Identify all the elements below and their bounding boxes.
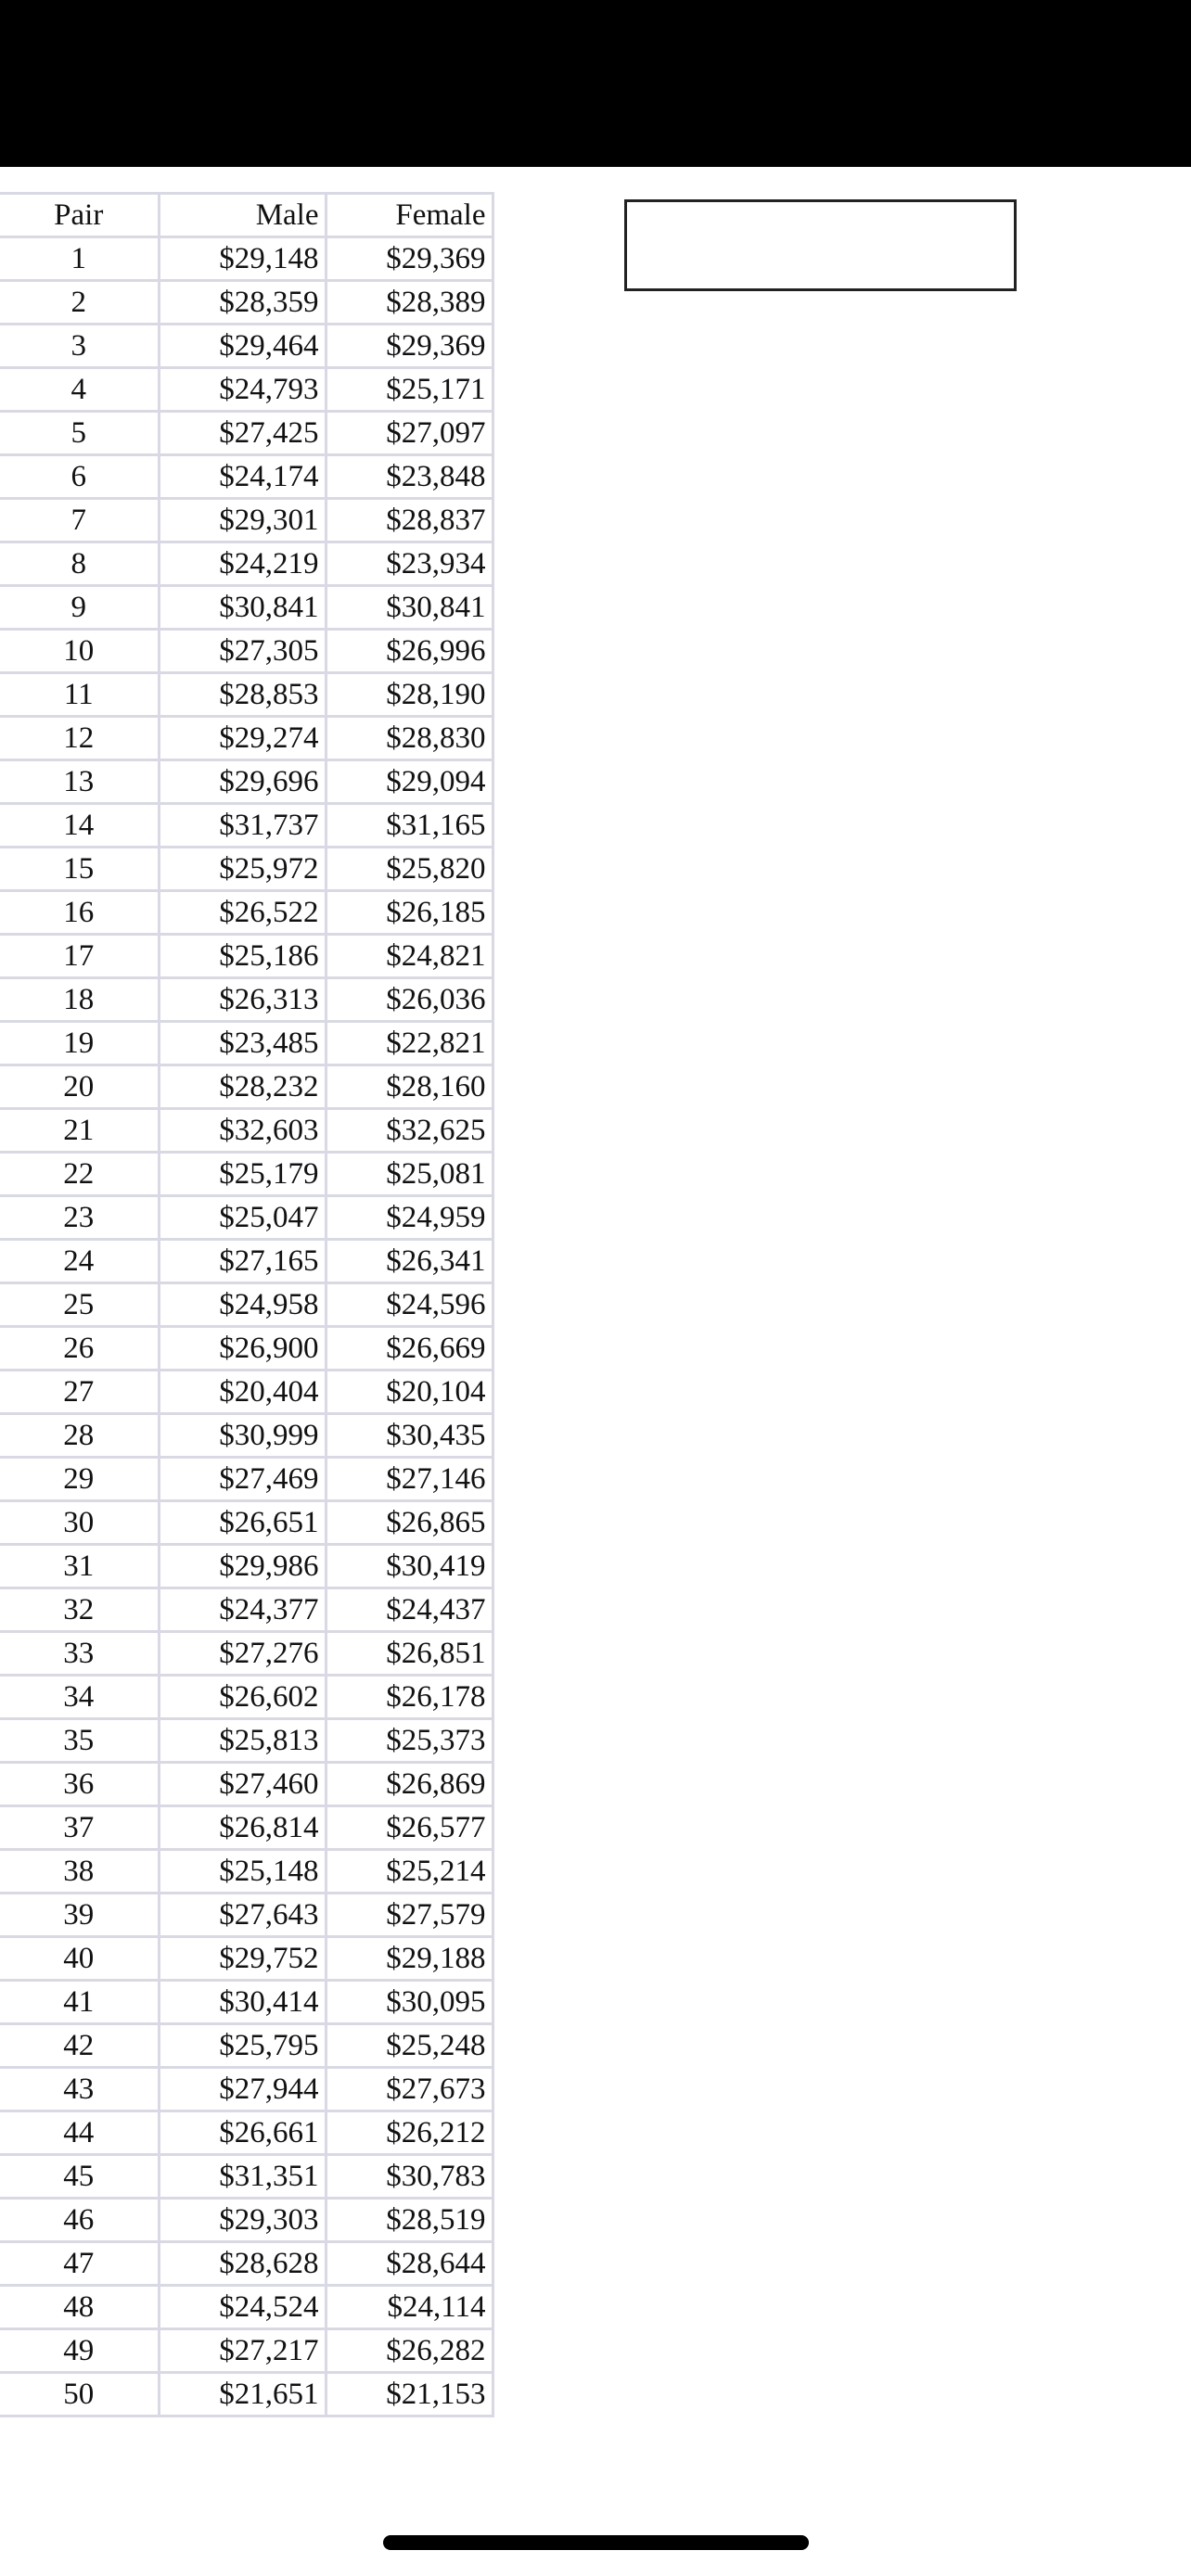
male-cell[interactable]: $27,217 — [159, 2329, 326, 2373]
data-table — [0, 192, 494, 2417]
female-cell[interactable]: $30,841 — [326, 586, 493, 630]
table-row — [0, 412, 493, 455]
female-cell[interactable]: $26,212 — [326, 2111, 493, 2155]
table-row — [0, 237, 493, 281]
pair-cell[interactable]: 48 — [0, 2286, 159, 2329]
table-row — [0, 1022, 493, 1065]
table-row — [0, 1981, 493, 2024]
table-row — [0, 848, 493, 891]
female-cell[interactable]: $21,153 — [326, 2373, 493, 2417]
table-row — [0, 1937, 493, 1981]
female-cell[interactable]: $26,185 — [326, 891, 493, 935]
male-cell[interactable]: $25,047 — [159, 1196, 326, 1240]
male-cell[interactable]: $29,464 — [159, 325, 326, 368]
male-cell[interactable]: $25,179 — [159, 1153, 326, 1196]
female-cell[interactable]: $32,625 — [326, 1109, 493, 1153]
male-cell[interactable]: $26,651 — [159, 1501, 326, 1545]
female-cell[interactable]: $26,996 — [326, 630, 493, 673]
top-black-bar — [0, 0, 1191, 167]
pair-cell[interactable]: 25 — [0, 1283, 159, 1327]
table-row — [0, 1501, 493, 1545]
pair-cell[interactable]: 8 — [0, 542, 159, 586]
pair-cell[interactable]: 38 — [0, 1850, 159, 1894]
male-cell[interactable]: $26,814 — [159, 1806, 326, 1850]
male-cell[interactable]: $32,603 — [159, 1109, 326, 1153]
pair-cell[interactable]: 16 — [0, 891, 159, 935]
male-cell[interactable]: $26,900 — [159, 1327, 326, 1371]
male-cell[interactable]: $29,274 — [159, 717, 326, 760]
table-row — [0, 2329, 493, 2373]
female-cell[interactable]: $26,865 — [326, 1501, 493, 1545]
male-cell[interactable]: $29,696 — [159, 760, 326, 804]
pair-cell[interactable]: 49 — [0, 2329, 159, 2373]
pair-cell[interactable]: 32 — [0, 1588, 159, 1632]
male-cell[interactable]: $27,944 — [159, 2068, 326, 2111]
female-cell[interactable]: $28,644 — [326, 2242, 493, 2286]
pair-cell[interactable]: 21 — [0, 1109, 159, 1153]
pair-cell[interactable]: 36 — [0, 1763, 159, 1806]
female-cell[interactable]: $27,579 — [326, 1894, 493, 1937]
female-cell[interactable]: $25,171 — [326, 368, 493, 412]
pair-cell[interactable]: 17 — [0, 935, 159, 978]
table-row — [0, 2024, 493, 2068]
male-cell[interactable]: $31,737 — [159, 804, 326, 848]
male-cell[interactable]: $29,752 — [159, 1937, 326, 1981]
pair-cell[interactable]: 44 — [0, 2111, 159, 2155]
pair-cell[interactable]: 28 — [0, 1414, 159, 1458]
pair-cell[interactable]: 39 — [0, 1894, 159, 1937]
pair-cell[interactable]: 26 — [0, 1327, 159, 1371]
table-row — [0, 281, 493, 325]
table-row — [0, 1196, 493, 1240]
female-cell[interactable]: $25,820 — [326, 848, 493, 891]
male-cell[interactable]: $27,469 — [159, 1458, 326, 1501]
female-cell[interactable]: $31,165 — [326, 804, 493, 848]
home-indicator[interactable] — [383, 2535, 809, 2550]
header-female[interactable]: Female — [326, 194, 493, 237]
female-cell[interactable]: $23,848 — [326, 455, 493, 499]
table-row — [0, 2111, 493, 2155]
male-cell[interactable]: $28,359 — [159, 281, 326, 325]
male-cell[interactable]: $27,305 — [159, 630, 326, 673]
header-pair[interactable]: Pair — [0, 194, 159, 237]
pair-cell[interactable]: 2 — [0, 281, 159, 325]
table-row — [0, 1414, 493, 1458]
female-cell[interactable]: $30,435 — [326, 1414, 493, 1458]
pair-cell[interactable]: 19 — [0, 1022, 159, 1065]
pair-cell[interactable]: 41 — [0, 1981, 159, 2024]
male-cell[interactable]: $30,841 — [159, 586, 326, 630]
male-cell[interactable]: $29,301 — [159, 499, 326, 542]
female-cell[interactable]: $28,519 — [326, 2199, 493, 2242]
table-row — [0, 1763, 493, 1806]
female-cell[interactable]: $29,369 — [326, 237, 493, 281]
table-row — [0, 673, 493, 717]
pair-cell[interactable]: 50 — [0, 2373, 159, 2417]
table-row — [0, 1283, 493, 1327]
pair-cell[interactable]: 13 — [0, 760, 159, 804]
male-cell[interactable]: $26,522 — [159, 891, 326, 935]
pair-cell[interactable]: 11 — [0, 673, 159, 717]
pair-cell[interactable]: 7 — [0, 499, 159, 542]
table-row — [0, 1240, 493, 1283]
male-cell[interactable]: $28,628 — [159, 2242, 326, 2286]
table-row — [0, 2242, 493, 2286]
pair-cell[interactable]: 5 — [0, 412, 159, 455]
male-cell[interactable]: $28,853 — [159, 673, 326, 717]
pair-cell[interactable]: 27 — [0, 1371, 159, 1414]
table-row — [0, 1065, 493, 1109]
pair-cell[interactable]: 12 — [0, 717, 159, 760]
female-cell[interactable]: $24,114 — [326, 2286, 493, 2329]
female-cell[interactable]: $30,095 — [326, 1981, 493, 2024]
pair-cell[interactable]: 24 — [0, 1240, 159, 1283]
pair-cell[interactable]: 31 — [0, 1545, 159, 1588]
table-row — [0, 1109, 493, 1153]
female-cell[interactable]: $28,389 — [326, 281, 493, 325]
male-cell[interactable]: $27,643 — [159, 1894, 326, 1937]
pair-cell[interactable]: 1 — [0, 237, 159, 281]
table-row — [0, 499, 493, 542]
female-cell[interactable]: $27,146 — [326, 1458, 493, 1501]
table-row — [0, 2286, 493, 2329]
pair-cell[interactable]: 22 — [0, 1153, 159, 1196]
female-cell[interactable]: $26,869 — [326, 1763, 493, 1806]
male-cell[interactable]: $27,165 — [159, 1240, 326, 1283]
table-row — [0, 2155, 493, 2199]
pair-cell[interactable]: 9 — [0, 586, 159, 630]
pair-cell[interactable]: 14 — [0, 804, 159, 848]
table-row — [0, 891, 493, 935]
female-cell[interactable]: $26,577 — [326, 1806, 493, 1850]
table-header-row — [0, 194, 493, 237]
female-cell[interactable]: $25,373 — [326, 1719, 493, 1763]
table-row — [0, 760, 493, 804]
female-cell[interactable]: $29,188 — [326, 1937, 493, 1981]
female-cell[interactable]: $28,160 — [326, 1065, 493, 1109]
female-cell[interactable]: $26,178 — [326, 1676, 493, 1719]
table-row — [0, 368, 493, 412]
pair-cell[interactable]: 3 — [0, 325, 159, 368]
male-cell[interactable]: $26,602 — [159, 1676, 326, 1719]
table-row — [0, 1153, 493, 1196]
table-row — [0, 1545, 493, 1588]
table-row — [0, 1850, 493, 1894]
table-row — [0, 586, 493, 630]
table-row — [0, 630, 493, 673]
pair-cell[interactable]: 47 — [0, 2242, 159, 2286]
female-cell[interactable]: $30,783 — [326, 2155, 493, 2199]
empty-text-box[interactable] — [624, 199, 1017, 291]
pair-cell[interactable]: 18 — [0, 978, 159, 1022]
table-body — [0, 194, 493, 2417]
male-cell[interactable]: $25,148 — [159, 1850, 326, 1894]
pair-cell[interactable]: 4 — [0, 368, 159, 412]
female-cell[interactable]: $20,104 — [326, 1371, 493, 1414]
pair-cell[interactable]: 20 — [0, 1065, 159, 1109]
male-cell[interactable]: $27,276 — [159, 1632, 326, 1676]
female-cell[interactable]: $26,036 — [326, 978, 493, 1022]
female-cell[interactable]: $29,369 — [326, 325, 493, 368]
table-row — [0, 1458, 493, 1501]
table-row — [0, 2068, 493, 2111]
female-cell[interactable]: $27,673 — [326, 2068, 493, 2111]
table-row — [0, 2373, 493, 2417]
female-cell[interactable]: $27,097 — [326, 412, 493, 455]
pair-cell[interactable]: 34 — [0, 1676, 159, 1719]
male-cell[interactable]: $25,972 — [159, 848, 326, 891]
pair-cell[interactable]: 35 — [0, 1719, 159, 1763]
female-cell[interactable]: $26,851 — [326, 1632, 493, 1676]
pair-cell[interactable]: 33 — [0, 1632, 159, 1676]
male-cell[interactable]: $23,485 — [159, 1022, 326, 1065]
table-row — [0, 1588, 493, 1632]
table-row — [0, 2199, 493, 2242]
table-row — [0, 1632, 493, 1676]
table-row — [0, 325, 493, 368]
male-cell[interactable]: $28,232 — [159, 1065, 326, 1109]
table-row — [0, 1806, 493, 1850]
male-cell[interactable]: $25,813 — [159, 1719, 326, 1763]
pair-cell[interactable]: 29 — [0, 1458, 159, 1501]
male-cell[interactable]: $29,148 — [159, 237, 326, 281]
table-row — [0, 1327, 493, 1371]
male-cell[interactable]: $24,377 — [159, 1588, 326, 1632]
male-cell[interactable]: $24,793 — [159, 368, 326, 412]
female-cell[interactable]: $28,190 — [326, 673, 493, 717]
pair-cell[interactable]: 30 — [0, 1501, 159, 1545]
table-row — [0, 717, 493, 760]
female-cell[interactable]: $24,437 — [326, 1588, 493, 1632]
female-cell[interactable]: $26,341 — [326, 1240, 493, 1283]
female-cell[interactable]: $26,282 — [326, 2329, 493, 2373]
female-cell[interactable]: $22,821 — [326, 1022, 493, 1065]
pair-cell[interactable]: 23 — [0, 1196, 159, 1240]
male-cell[interactable]: $27,460 — [159, 1763, 326, 1806]
female-cell[interactable]: $28,830 — [326, 717, 493, 760]
pair-cell[interactable]: 10 — [0, 630, 159, 673]
header-male[interactable]: Male — [159, 194, 326, 237]
male-cell[interactable]: $21,651 — [159, 2373, 326, 2417]
female-cell[interactable]: $29,094 — [326, 760, 493, 804]
pair-cell[interactable]: 40 — [0, 1937, 159, 1981]
pair-cell[interactable]: 37 — [0, 1806, 159, 1850]
male-cell[interactable]: $30,414 — [159, 1981, 326, 2024]
table-row — [0, 1676, 493, 1719]
pair-cell[interactable]: 15 — [0, 848, 159, 891]
table-row — [0, 935, 493, 978]
female-cell[interactable]: $25,081 — [326, 1153, 493, 1196]
male-cell[interactable]: $27,425 — [159, 412, 326, 455]
pair-cell[interactable]: 6 — [0, 455, 159, 499]
table-row — [0, 1719, 493, 1763]
female-cell[interactable]: $23,934 — [326, 542, 493, 586]
female-cell[interactable]: $24,959 — [326, 1196, 493, 1240]
male-cell[interactable]: $24,174 — [159, 455, 326, 499]
female-cell[interactable]: $26,669 — [326, 1327, 493, 1371]
male-cell[interactable]: $24,219 — [159, 542, 326, 586]
male-cell[interactable]: $24,524 — [159, 2286, 326, 2329]
female-cell[interactable]: $24,596 — [326, 1283, 493, 1327]
pair-cell[interactable]: 43 — [0, 2068, 159, 2111]
male-cell[interactable]: $20,404 — [159, 1371, 326, 1414]
male-cell[interactable]: $29,986 — [159, 1545, 326, 1588]
female-cell[interactable]: $28,837 — [326, 499, 493, 542]
table-row — [0, 542, 493, 586]
male-cell[interactable]: $25,186 — [159, 935, 326, 978]
male-cell[interactable]: $25,795 — [159, 2024, 326, 2068]
female-cell[interactable]: $24,821 — [326, 935, 493, 978]
male-cell[interactable]: $26,313 — [159, 978, 326, 1022]
male-cell[interactable]: $26,661 — [159, 2111, 326, 2155]
table-row — [0, 455, 493, 499]
pair-cell[interactable]: 46 — [0, 2199, 159, 2242]
table-row — [0, 1371, 493, 1414]
female-cell[interactable]: $25,214 — [326, 1850, 493, 1894]
female-cell[interactable]: $25,248 — [326, 2024, 493, 2068]
male-cell[interactable]: $31,351 — [159, 2155, 326, 2199]
table-row — [0, 1894, 493, 1937]
female-cell[interactable]: $30,419 — [326, 1545, 493, 1588]
male-cell[interactable]: $29,303 — [159, 2199, 326, 2242]
male-cell[interactable]: $30,999 — [159, 1414, 326, 1458]
pair-cell[interactable]: 45 — [0, 2155, 159, 2199]
pair-cell[interactable]: 42 — [0, 2024, 159, 2068]
male-cell[interactable]: $24,958 — [159, 1283, 326, 1327]
table-row — [0, 978, 493, 1022]
table-row — [0, 804, 493, 848]
